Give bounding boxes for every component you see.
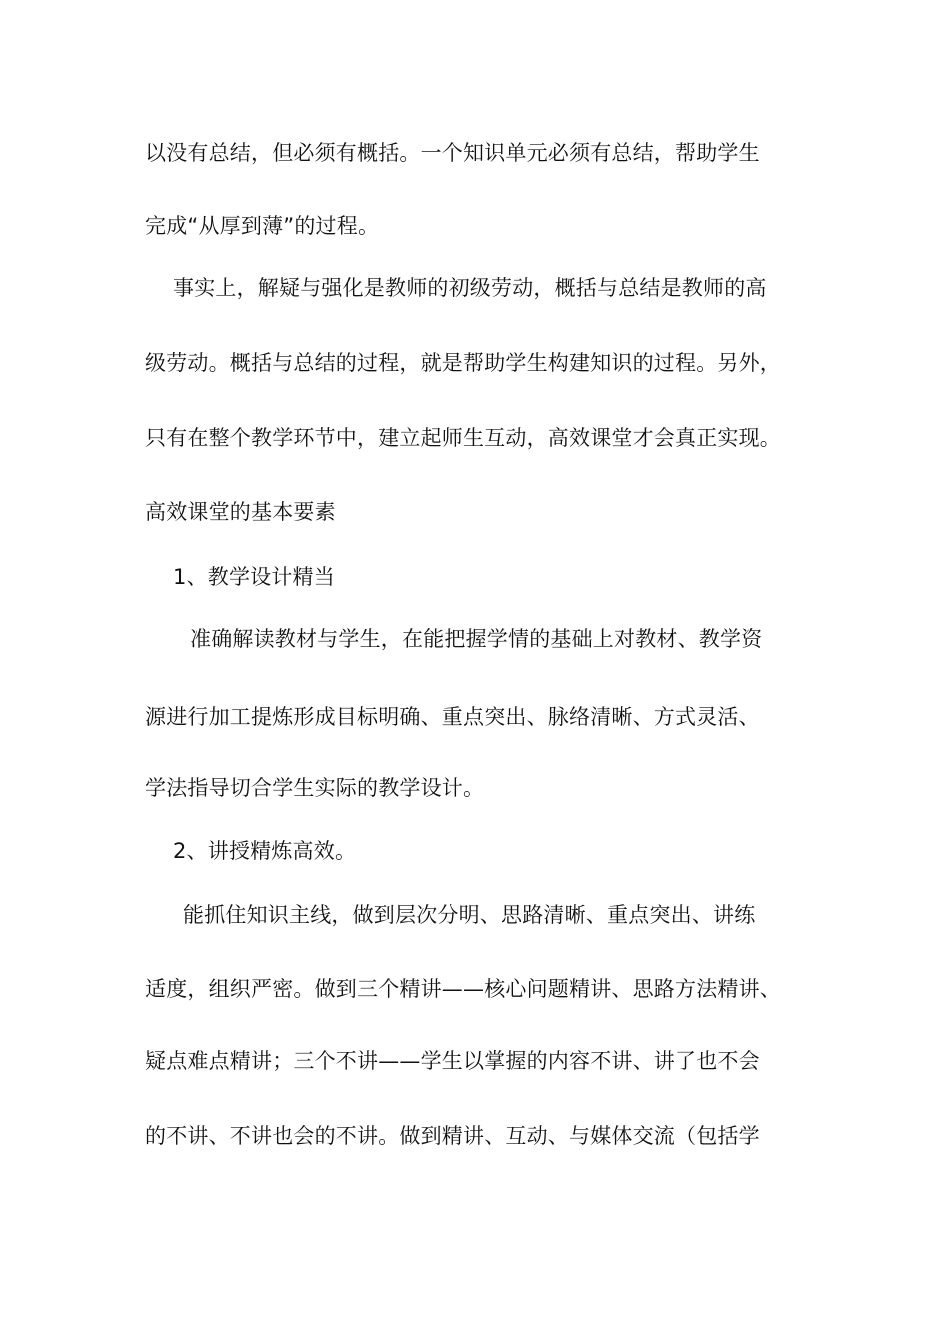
text-line-14: 疑点难点精讲；三个不讲——学生以掌握的内容不讲、讲了也不会: [145, 1049, 760, 1073]
subheading-2: 2、讲授精炼高效。: [173, 839, 357, 863]
text-line-8: 准确解读教材与学生，在能把握学情的基础上对教材、教学资: [190, 627, 763, 651]
section-heading: 高效课堂的基本要素: [145, 500, 336, 524]
text-line-1: 以没有总结，但必须有概括。一个知识单元必须有总结，帮助学生: [145, 141, 760, 165]
text-line-13: 适度，组织严密。做到三个精讲——核心问题精讲、思路方法精讲、: [145, 977, 781, 1001]
text-line-4: 级劳动。概括与总结的过程，就是帮助学生构建知识的过程。另外，: [145, 351, 781, 375]
text-line-9: 源进行加工提炼形成目标明确、重点突出、脉络清晰、方式灵活、: [145, 705, 760, 729]
text-line-12: 能抓住知识主线，做到层次分明、思路清晰、重点突出、讲练: [183, 903, 756, 927]
text-line-5: 只有在整个教学环节中，建立起师生互动，高效课堂才会真正实现。: [145, 426, 781, 450]
subheading-1: 1、教学设计精当: [173, 565, 335, 589]
text-line-2: 完成“从厚到薄”的过程。: [145, 214, 380, 238]
text-line-3: 事实上，解疑与强化是教师的初级劳动，概括与总结是教师的高: [173, 276, 767, 300]
text-line-10: 学法指导切合学生实际的教学设计。: [145, 776, 485, 800]
text-line-15: 的不讲、不讲也会的不讲。做到精讲、互动、与媒体交流（包括学: [145, 1124, 760, 1148]
